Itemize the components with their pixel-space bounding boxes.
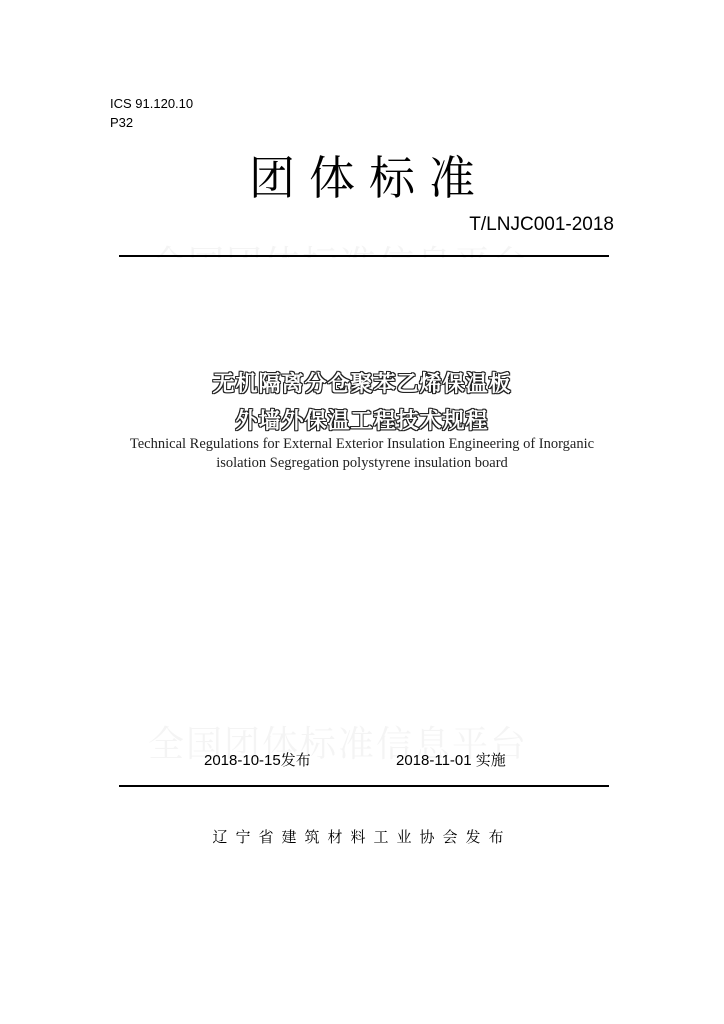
bottom-rule <box>119 785 609 787</box>
title-en-line2: isolation Segregation polystyrene insulation board <box>216 455 508 471</box>
ics-code: ICS 91.120.10 <box>110 96 194 111</box>
title-cn-line2: 外墙外保温工程技术规程 <box>235 409 489 434</box>
implement-label: 实施 <box>475 751 506 769</box>
title-en-line1: Technical Regulations for External Exterior Insulation Engineering of Inorganic <box>129 436 595 452</box>
publisher: 辽宁省建筑材料工业协会发布 <box>212 828 512 846</box>
publish-date-block <box>204 749 311 770</box>
standard-number: T/LNJC001-2018 <box>469 214 614 235</box>
implement-date: 2018-11-01 <box>396 752 472 769</box>
publish-date: 2018-10-15 <box>204 752 281 769</box>
title-cn-line1: 无机隔离分仓聚苯乙烯保温板 <box>212 372 512 397</box>
standard-type-title: 团体标准 <box>249 151 489 205</box>
top-rule <box>119 255 609 257</box>
publish-label: 发布 <box>280 751 311 769</box>
classification-code: P32 <box>110 115 134 130</box>
implement-date-block <box>396 749 506 770</box>
